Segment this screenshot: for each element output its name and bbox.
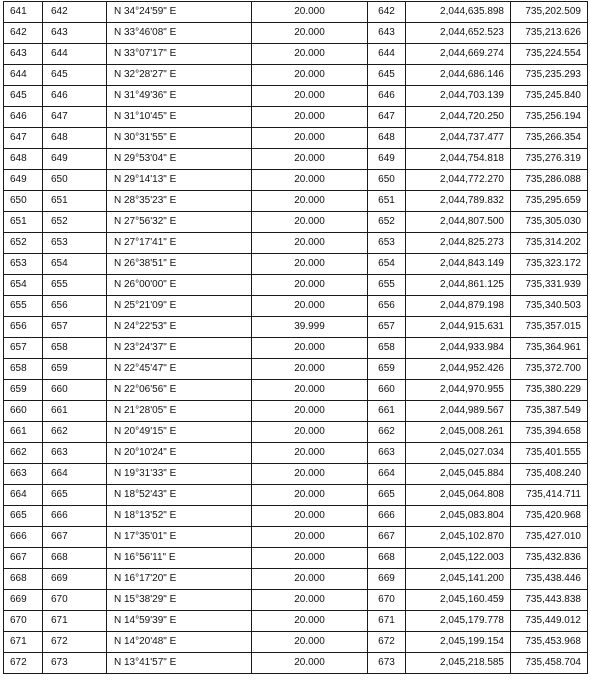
bearing-cell: N 31°49'36" E (107, 86, 252, 107)
from-station-cell: 664 (4, 485, 43, 506)
northing-cell: 2,044,989.567 (406, 401, 511, 422)
bearing-cell: N 17°35'01" E (107, 527, 252, 548)
table-row (4, 569, 588, 590)
from-station-cell: 659 (4, 380, 43, 401)
easting-cell: 735,202.509 (511, 2, 588, 23)
easting-cell: 735,414.711 (511, 485, 588, 506)
easting-cell: 735,438.446 (511, 569, 588, 590)
table-row (4, 233, 588, 254)
station-cell: 650 (368, 170, 406, 191)
to-station-cell: 663 (43, 443, 107, 464)
to-station-cell: 666 (43, 506, 107, 527)
distance-cell: 20.000 (252, 23, 368, 44)
easting-cell: 735,394.658 (511, 422, 588, 443)
northing-cell: 2,045,027.034 (406, 443, 511, 464)
table-row (4, 653, 588, 674)
to-station-cell: 659 (43, 359, 107, 380)
to-station-cell: 644 (43, 44, 107, 65)
from-station-cell: 656 (4, 317, 43, 338)
to-station-cell: 646 (43, 86, 107, 107)
from-station-cell: 645 (4, 86, 43, 107)
table-row (4, 128, 588, 149)
easting-cell: 735,443.838 (511, 590, 588, 611)
northing-cell: 2,044,686.146 (406, 65, 511, 86)
table-row (4, 191, 588, 212)
station-cell: 661 (368, 401, 406, 422)
bearing-cell: N 18°13'52" E (107, 506, 252, 527)
to-station-cell: 657 (43, 317, 107, 338)
distance-cell: 20.000 (252, 485, 368, 506)
easting-cell: 735,380.229 (511, 380, 588, 401)
from-station-cell: 660 (4, 401, 43, 422)
table-row (4, 65, 588, 86)
easting-cell: 735,449.012 (511, 611, 588, 632)
distance-cell: 20.000 (252, 191, 368, 212)
distance-cell: 20.000 (252, 65, 368, 86)
from-station-cell: 641 (4, 2, 43, 23)
to-station-cell: 667 (43, 527, 107, 548)
easting-cell: 735,432.836 (511, 548, 588, 569)
bearing-cell: N 18°52'43" E (107, 485, 252, 506)
traverse-table (3, 1, 588, 674)
bearing-cell: N 26°38'51" E (107, 254, 252, 275)
northing-cell: 2,044,789.832 (406, 191, 511, 212)
station-cell: 672 (368, 632, 406, 653)
northing-cell: 2,045,008.261 (406, 422, 511, 443)
northing-cell: 2,044,807.500 (406, 212, 511, 233)
northing-cell: 2,044,652.523 (406, 23, 511, 44)
distance-cell: 20.000 (252, 212, 368, 233)
easting-cell: 735,245.840 (511, 86, 588, 107)
to-station-cell: 669 (43, 569, 107, 590)
easting-cell: 735,224.554 (511, 44, 588, 65)
to-station-cell: 660 (43, 380, 107, 401)
from-station-cell: 667 (4, 548, 43, 569)
table-row (4, 527, 588, 548)
station-cell: 669 (368, 569, 406, 590)
to-station-cell: 650 (43, 170, 107, 191)
bearing-cell: N 16°56'11" E (107, 548, 252, 569)
from-station-cell: 646 (4, 107, 43, 128)
table-row (4, 464, 588, 485)
northing-cell: 2,045,083.804 (406, 506, 511, 527)
distance-cell: 20.000 (252, 632, 368, 653)
distance-cell: 20.000 (252, 2, 368, 23)
from-station-cell: 668 (4, 569, 43, 590)
northing-cell: 2,045,179.778 (406, 611, 511, 632)
bearing-cell: N 20°10'24" E (107, 443, 252, 464)
easting-cell: 735,453.968 (511, 632, 588, 653)
northing-cell: 2,044,843.149 (406, 254, 511, 275)
bearing-cell: N 15°38'29" E (107, 590, 252, 611)
station-cell: 646 (368, 86, 406, 107)
easting-cell: 735,401.555 (511, 443, 588, 464)
easting-cell: 735,357.015 (511, 317, 588, 338)
to-station-cell: 655 (43, 275, 107, 296)
from-station-cell: 652 (4, 233, 43, 254)
from-station-cell: 647 (4, 128, 43, 149)
northing-cell: 2,044,970.955 (406, 380, 511, 401)
bearing-cell: N 25°21'09" E (107, 296, 252, 317)
northing-cell: 2,044,933.984 (406, 338, 511, 359)
easting-cell: 735,295.659 (511, 191, 588, 212)
easting-cell: 735,266.354 (511, 128, 588, 149)
to-station-cell: 665 (43, 485, 107, 506)
station-cell: 659 (368, 359, 406, 380)
from-station-cell: 665 (4, 506, 43, 527)
table-row (4, 401, 588, 422)
from-station-cell: 669 (4, 590, 43, 611)
northing-cell: 2,044,879.198 (406, 296, 511, 317)
station-cell: 655 (368, 275, 406, 296)
bearing-cell: N 31°10'45" E (107, 107, 252, 128)
easting-cell: 735,276.319 (511, 149, 588, 170)
northing-cell: 2,045,064.808 (406, 485, 511, 506)
to-station-cell: 662 (43, 422, 107, 443)
table-row (4, 380, 588, 401)
distance-cell: 20.000 (252, 527, 368, 548)
easting-cell: 735,305.030 (511, 212, 588, 233)
table-row (4, 212, 588, 233)
distance-cell: 20.000 (252, 149, 368, 170)
distance-cell: 20.000 (252, 128, 368, 149)
distance-cell: 20.000 (252, 422, 368, 443)
station-cell: 665 (368, 485, 406, 506)
station-cell: 642 (368, 2, 406, 23)
bearing-cell: N 26°00'00" E (107, 275, 252, 296)
station-cell: 654 (368, 254, 406, 275)
bearing-cell: N 19°31'33" E (107, 464, 252, 485)
table-row (4, 23, 588, 44)
easting-cell: 735,408.240 (511, 464, 588, 485)
station-cell: 645 (368, 65, 406, 86)
northing-cell: 2,044,772.270 (406, 170, 511, 191)
from-station-cell: 651 (4, 212, 43, 233)
distance-cell: 20.000 (252, 44, 368, 65)
station-cell: 667 (368, 527, 406, 548)
distance-cell: 20.000 (252, 590, 368, 611)
table-row (4, 359, 588, 380)
bearing-cell: N 33°46'08" E (107, 23, 252, 44)
table-row (4, 548, 588, 569)
distance-cell: 20.000 (252, 359, 368, 380)
easting-cell: 735,458.704 (511, 653, 588, 674)
station-cell: 670 (368, 590, 406, 611)
from-station-cell: 657 (4, 338, 43, 359)
distance-cell: 20.000 (252, 443, 368, 464)
easting-cell: 735,427.010 (511, 527, 588, 548)
table-row (4, 506, 588, 527)
to-station-cell: 647 (43, 107, 107, 128)
northing-cell: 2,044,720.250 (406, 107, 511, 128)
distance-cell: 20.000 (252, 338, 368, 359)
easting-cell: 735,323.172 (511, 254, 588, 275)
table-row (4, 443, 588, 464)
station-cell: 660 (368, 380, 406, 401)
easting-cell: 735,213.626 (511, 23, 588, 44)
distance-cell: 20.000 (252, 611, 368, 632)
from-station-cell: 661 (4, 422, 43, 443)
to-station-cell: 673 (43, 653, 107, 674)
station-cell: 662 (368, 422, 406, 443)
table-row (4, 590, 588, 611)
bearing-cell: N 27°56'32" E (107, 212, 252, 233)
station-cell: 656 (368, 296, 406, 317)
station-cell: 663 (368, 443, 406, 464)
station-cell: 644 (368, 44, 406, 65)
northing-cell: 2,045,160.459 (406, 590, 511, 611)
from-station-cell: 672 (4, 653, 43, 674)
distance-cell: 20.000 (252, 401, 368, 422)
table-row (4, 632, 588, 653)
from-station-cell: 648 (4, 149, 43, 170)
distance-cell: 20.000 (252, 380, 368, 401)
easting-cell: 735,420.968 (511, 506, 588, 527)
station-cell: 657 (368, 317, 406, 338)
bearing-cell: N 22°45'47" E (107, 359, 252, 380)
bearing-cell: N 22°06'56" E (107, 380, 252, 401)
from-station-cell: 650 (4, 191, 43, 212)
easting-cell: 735,387.549 (511, 401, 588, 422)
station-cell: 664 (368, 464, 406, 485)
table-row (4, 86, 588, 107)
distance-cell: 20.000 (252, 569, 368, 590)
distance-cell: 20.000 (252, 275, 368, 296)
northing-cell: 2,045,199.154 (406, 632, 511, 653)
bearing-cell: N 21°28'05" E (107, 401, 252, 422)
from-station-cell: 643 (4, 44, 43, 65)
easting-cell: 735,256.194 (511, 107, 588, 128)
bearing-cell: N 13°41'57" E (107, 653, 252, 674)
table-row (4, 296, 588, 317)
station-cell: 658 (368, 338, 406, 359)
northing-cell: 2,045,102.870 (406, 527, 511, 548)
table-row (4, 275, 588, 296)
bearing-cell: N 14°20'48" E (107, 632, 252, 653)
to-station-cell: 658 (43, 338, 107, 359)
to-station-cell: 642 (43, 2, 107, 23)
bearing-cell: N 29°14'13" E (107, 170, 252, 191)
to-station-cell: 664 (43, 464, 107, 485)
distance-cell: 20.000 (252, 464, 368, 485)
table-row (4, 2, 588, 23)
station-cell: 668 (368, 548, 406, 569)
from-station-cell: 671 (4, 632, 43, 653)
to-station-cell: 643 (43, 23, 107, 44)
easting-cell: 735,364.961 (511, 338, 588, 359)
distance-cell: 20.000 (252, 107, 368, 128)
bearing-cell: N 23°24'37" E (107, 338, 252, 359)
distance-cell: 20.000 (252, 170, 368, 191)
table-row (4, 149, 588, 170)
bearing-cell: N 24°22'53" E (107, 317, 252, 338)
to-station-cell: 671 (43, 611, 107, 632)
bearing-cell: N 30°31'55" E (107, 128, 252, 149)
station-cell: 673 (368, 653, 406, 674)
easting-cell: 735,331.939 (511, 275, 588, 296)
table-row (4, 254, 588, 275)
distance-cell: 20.000 (252, 86, 368, 107)
northing-cell: 2,044,703.139 (406, 86, 511, 107)
station-cell: 652 (368, 212, 406, 233)
table-row (4, 611, 588, 632)
easting-cell: 735,235.293 (511, 65, 588, 86)
distance-cell: 20.000 (252, 233, 368, 254)
northing-cell: 2,044,915.631 (406, 317, 511, 338)
table-row (4, 338, 588, 359)
table-row (4, 170, 588, 191)
table-row (4, 422, 588, 443)
easting-cell: 735,372.700 (511, 359, 588, 380)
easting-cell: 735,314.202 (511, 233, 588, 254)
station-cell: 649 (368, 149, 406, 170)
from-station-cell: 662 (4, 443, 43, 464)
table-row (4, 317, 588, 338)
bearing-cell: N 34°24'59" E (107, 2, 252, 23)
table-row (4, 44, 588, 65)
from-station-cell: 670 (4, 611, 43, 632)
northing-cell: 2,045,218.585 (406, 653, 511, 674)
to-station-cell: 668 (43, 548, 107, 569)
northing-cell: 2,044,952.426 (406, 359, 511, 380)
station-cell: 643 (368, 23, 406, 44)
from-station-cell: 654 (4, 275, 43, 296)
easting-cell: 735,340.503 (511, 296, 588, 317)
station-cell: 671 (368, 611, 406, 632)
northing-cell: 2,045,141.200 (406, 569, 511, 590)
bearing-cell: N 20°49'15" E (107, 422, 252, 443)
table-row (4, 107, 588, 128)
from-station-cell: 653 (4, 254, 43, 275)
to-station-cell: 648 (43, 128, 107, 149)
table-row (4, 485, 588, 506)
to-station-cell: 649 (43, 149, 107, 170)
to-station-cell: 653 (43, 233, 107, 254)
distance-cell: 20.000 (252, 254, 368, 275)
from-station-cell: 655 (4, 296, 43, 317)
distance-cell: 20.000 (252, 653, 368, 674)
easting-cell: 735,286.088 (511, 170, 588, 191)
from-station-cell: 658 (4, 359, 43, 380)
bearing-cell: N 16°17'20" E (107, 569, 252, 590)
station-cell: 666 (368, 506, 406, 527)
northing-cell: 2,044,669.274 (406, 44, 511, 65)
distance-cell: 20.000 (252, 506, 368, 527)
distance-cell: 20.000 (252, 296, 368, 317)
from-station-cell: 663 (4, 464, 43, 485)
to-station-cell: 651 (43, 191, 107, 212)
from-station-cell: 649 (4, 170, 43, 191)
bearing-cell: N 27°17'41" E (107, 233, 252, 254)
bearing-cell: N 33°07'17" E (107, 44, 252, 65)
bearing-cell: N 28°35'23" E (107, 191, 252, 212)
to-station-cell: 656 (43, 296, 107, 317)
station-cell: 647 (368, 107, 406, 128)
northing-cell: 2,044,825.273 (406, 233, 511, 254)
bearing-cell: N 14°59'39" E (107, 611, 252, 632)
northing-cell: 2,044,635.898 (406, 2, 511, 23)
station-cell: 653 (368, 233, 406, 254)
northing-cell: 2,045,045.884 (406, 464, 511, 485)
to-station-cell: 661 (43, 401, 107, 422)
bearing-cell: N 32°28'27" E (107, 65, 252, 86)
distance-cell: 39.999 (252, 317, 368, 338)
bearing-cell: N 29°53'04" E (107, 149, 252, 170)
traverse-table-body (4, 2, 588, 674)
to-station-cell: 645 (43, 65, 107, 86)
to-station-cell: 652 (43, 212, 107, 233)
distance-cell: 20.000 (252, 548, 368, 569)
to-station-cell: 672 (43, 632, 107, 653)
station-cell: 648 (368, 128, 406, 149)
to-station-cell: 670 (43, 590, 107, 611)
northing-cell: 2,044,861.125 (406, 275, 511, 296)
from-station-cell: 644 (4, 65, 43, 86)
northing-cell: 2,045,122.003 (406, 548, 511, 569)
northing-cell: 2,044,737.477 (406, 128, 511, 149)
northing-cell: 2,044,754.818 (406, 149, 511, 170)
survey-traverse-sheet (3, 1, 587, 674)
to-station-cell: 654 (43, 254, 107, 275)
from-station-cell: 666 (4, 527, 43, 548)
from-station-cell: 642 (4, 23, 43, 44)
station-cell: 651 (368, 191, 406, 212)
